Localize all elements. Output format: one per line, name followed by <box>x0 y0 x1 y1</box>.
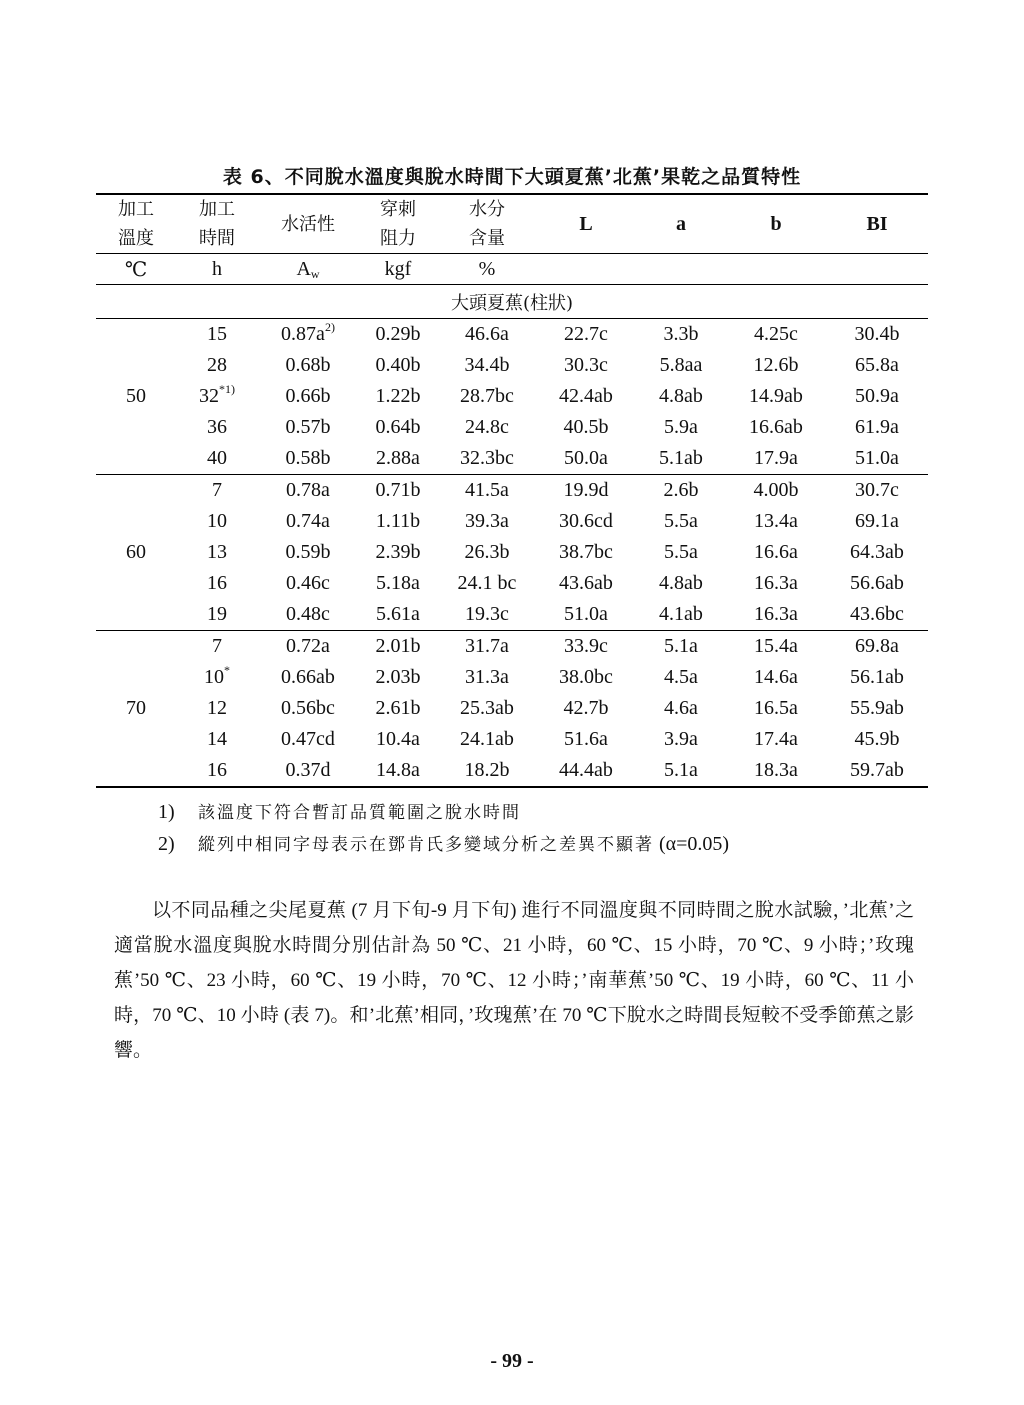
section-row <box>96 285 928 319</box>
l-cell: 43.6ab <box>559 572 613 594</box>
footnotes <box>158 796 729 860</box>
a-cell: 5.1ab <box>659 447 703 469</box>
body-paragraph: 以不同品種之尖尾夏蕉 (7 月下旬-9 月下旬) 進行不同溫度與不同時間之脫水試驗，’北蕉’之適當脫水溫度與脫水時間分別估計為 50 ℃、21 小時，60 ℃、15 小時，70 ℃、9 小時；’玫瑰蕉’50 ℃、23 小時，60 ℃、19 小時，70 ℃、12 小時；’南華蕉’50 ℃、19 小時，60 ℃、11 小時，70 ℃、10 小時 (表 7)。和’北蕉’相同，’玫瑰蕉’在 70 ℃下脫水之時間長短較不受季節蕉之影響。 <box>114 900 914 1061</box>
moisture-cell: 24.8c <box>465 416 509 438</box>
moisture-cell: 34.4b <box>464 354 510 376</box>
l-cell: 30.3c <box>564 354 608 376</box>
bi-cell: 65.8a <box>855 354 899 376</box>
l-cell: 51.6a <box>564 728 608 750</box>
time-cell: 40 <box>207 447 227 469</box>
b-cell: 17.9a <box>754 447 798 469</box>
force-cell: 0.29b <box>358 319 438 351</box>
temp-cell: 60 <box>96 475 176 631</box>
force-cell: 0.64b <box>375 416 421 438</box>
bi-cell: 55.9ab <box>850 697 904 719</box>
time-cell: 16 <box>176 755 258 787</box>
a-cell: 5.8aa <box>659 354 703 376</box>
time-cell: 16 <box>207 572 227 594</box>
moisture-cell: 24.1 bc <box>457 572 517 594</box>
table-row <box>96 537 928 568</box>
table-row <box>96 599 928 631</box>
unit-aw: $A_w$ <box>258 254 358 285</box>
b-cell: 13.4a <box>754 510 798 532</box>
l-cell: 40.5b <box>563 416 609 438</box>
time-cell: 10* <box>204 663 230 688</box>
bi-cell: 69.1a <box>855 510 899 532</box>
header-moisture: 水分 含量 <box>438 194 536 254</box>
force-cell: 2.61b <box>375 697 421 719</box>
header-puncture-force: 穿刺 阻力 <box>358 194 438 254</box>
a-cell: 2.6b <box>636 475 726 507</box>
l-cell: 50.0a <box>564 447 608 469</box>
l-cell: 51.0a <box>564 603 608 625</box>
aw-cell: $0.87a^{2)}$ <box>258 319 358 351</box>
time-cell: 13 <box>207 541 227 563</box>
bi-cell: 56.1ab <box>850 666 904 688</box>
l-cell: 22.7c <box>536 319 636 351</box>
moisture-cell: 32.3bc <box>460 447 514 469</box>
header-b: b <box>726 194 826 254</box>
l-cell: 42.4ab <box>559 385 613 407</box>
aw-cell: 0.56bc <box>281 697 335 719</box>
moisture-cell: 46.6a <box>438 319 536 351</box>
time-cell: 7 <box>176 631 258 663</box>
aw-cell: 0.72a <box>258 631 358 663</box>
l-cell: 19.9d <box>536 475 636 507</box>
force-cell: 2.39b <box>375 541 421 563</box>
header-water-activity: 水活性 <box>258 194 358 254</box>
table-row <box>96 443 928 475</box>
a-cell: 5.1a <box>636 631 726 663</box>
moisture-cell: 26.3b <box>464 541 510 563</box>
header-temp: 加工 溫度 <box>96 194 176 254</box>
table-caption: 表 6、不同脫水溫度與脫水時間下大頭夏蕉’北蕉’果乾之品質特性 <box>222 166 802 188</box>
table-row <box>96 475 928 507</box>
bi-cell: 45.9b <box>854 728 900 750</box>
b-cell: 16.3a <box>754 603 798 625</box>
b-cell: 17.4a <box>754 728 798 750</box>
force-cell: 2.88a <box>376 447 420 469</box>
aw-cell: 0.66b <box>285 385 331 407</box>
table-row <box>96 693 928 724</box>
moisture-cell: 28.7bc <box>460 385 514 407</box>
unit-time: h <box>176 254 258 285</box>
bi-cell: 61.9a <box>855 416 899 438</box>
l-cell: 33.9c <box>536 631 636 663</box>
table-row <box>96 319 928 351</box>
l-cell: 38.0bc <box>559 666 613 688</box>
header-row <box>96 194 928 254</box>
unit-force: kgf <box>358 254 438 285</box>
bi-cell: 51.0a <box>855 447 899 469</box>
a-cell: 5.5a <box>664 541 698 563</box>
a-cell: 5.1a <box>636 755 726 787</box>
aw-cell: 0.58b <box>285 447 331 469</box>
a-cell: 3.3b <box>636 319 726 351</box>
force-cell: 5.18a <box>376 572 420 594</box>
footnote-2: 2) 縱列中相同字母表示在鄧肯氏多變域分析之差異不顯著 (α=0.05) <box>158 833 730 855</box>
header-a: a <box>636 194 726 254</box>
force-cell: 14.8a <box>358 755 438 787</box>
a-cell: 5.9a <box>664 416 698 438</box>
b-cell: 16.6ab <box>749 416 803 438</box>
header-BI: BI <box>826 194 928 254</box>
aw-cell: 0.47cd <box>281 728 335 750</box>
time-cell: 12 <box>207 697 227 719</box>
b-cell: 14.6a <box>754 666 798 688</box>
b-cell: 15.4a <box>726 631 826 663</box>
units-row <box>96 254 928 285</box>
table-row <box>96 350 928 381</box>
unit-temp: ℃ <box>96 254 176 285</box>
l-cell: 42.7b <box>563 697 609 719</box>
force-cell: 1.11b <box>375 510 421 532</box>
a-cell: 4.8ab <box>659 385 703 407</box>
time-cell: 19 <box>207 603 227 625</box>
a-cell: 4.6a <box>664 697 698 719</box>
b-cell: 14.9ab <box>749 385 803 407</box>
l-cell: 38.7bc <box>559 541 613 563</box>
table-row <box>96 568 928 599</box>
aw-cell: 0.57b <box>285 416 331 438</box>
aw-cell: 0.48c <box>286 603 330 625</box>
footnote-1: 1) 該溫度下符合暫訂品質範圍之脫水時間 <box>158 801 521 823</box>
table-row <box>96 506 928 537</box>
moisture-cell: 18.2b <box>438 755 536 787</box>
b-cell: 16.6a <box>754 541 798 563</box>
bi-cell: 30.7c <box>826 475 928 507</box>
moisture-cell: 19.3c <box>465 603 509 625</box>
bi-cell: 50.9a <box>855 385 899 407</box>
unit-moisture: % <box>438 254 536 285</box>
table-row <box>96 631 928 663</box>
b-cell: 18.3a <box>726 755 826 787</box>
moisture-cell: 41.5a <box>438 475 536 507</box>
force-cell: 2.01b <box>358 631 438 663</box>
time-cell: 14 <box>207 728 227 750</box>
b-cell: 16.5a <box>754 697 798 719</box>
time-cell: 10 <box>207 510 227 532</box>
moisture-cell: 39.3a <box>465 510 509 532</box>
aw-cell: 0.59b <box>285 541 331 563</box>
b-cell: 4.25c <box>726 319 826 351</box>
force-cell: 2.03b <box>375 666 421 688</box>
b-cell: 12.6b <box>753 354 799 376</box>
aw-cell: 0.68b <box>285 354 331 376</box>
table-row <box>96 755 928 787</box>
table-row <box>96 724 928 755</box>
time-cell: 32$^{*1)}$ <box>199 382 235 407</box>
page-number: - 99 - <box>490 1350 534 1372</box>
time-cell: 15 <box>176 319 258 351</box>
aw-cell: 0.78a <box>258 475 358 507</box>
moisture-cell: 25.3ab <box>460 697 514 719</box>
moisture-cell: 31.3a <box>465 666 509 688</box>
time-cell: 7 <box>176 475 258 507</box>
force-cell: 1.22b <box>375 385 421 407</box>
aw-cell: 0.37d <box>258 755 358 787</box>
force-cell: 0.40b <box>375 354 421 376</box>
table-row <box>96 381 928 412</box>
header-time: 加工 時間 <box>176 194 258 254</box>
moisture-cell: 31.7a <box>438 631 536 663</box>
section-title: 大頭夏蕉(柱狀) <box>96 285 928 319</box>
table-row <box>96 662 928 693</box>
l-cell: 44.4ab <box>536 755 636 787</box>
b-cell: 16.3a <box>754 572 798 594</box>
bi-cell: 30.4b <box>826 319 928 351</box>
l-cell: 30.6cd <box>559 510 613 532</box>
time-cell: 28 <box>207 354 227 376</box>
force-cell: 5.61a <box>376 603 420 625</box>
force-cell: 0.71b <box>358 475 438 507</box>
aw-cell: 0.74a <box>286 510 330 532</box>
header-L: L <box>536 194 636 254</box>
quality-table <box>96 193 928 788</box>
aw-cell: 0.46c <box>286 572 330 594</box>
bi-cell: 69.8a <box>826 631 928 663</box>
force-cell: 10.4a <box>376 728 420 750</box>
b-cell: 4.00b <box>726 475 826 507</box>
a-cell: 4.5a <box>664 666 698 688</box>
bi-cell: 56.6ab <box>850 572 904 594</box>
moisture-cell: 24.1ab <box>460 728 514 750</box>
temp-cell: 70 <box>96 631 176 788</box>
temp-cell: 50 <box>96 319 176 475</box>
a-cell: 3.9a <box>664 728 698 750</box>
a-cell: 4.1ab <box>659 603 703 625</box>
a-cell: 4.8ab <box>659 572 703 594</box>
bi-cell: 43.6bc <box>850 603 904 625</box>
table-row <box>96 412 928 443</box>
bi-cell: 59.7ab <box>826 755 928 787</box>
aw-cell: 0.66ab <box>281 666 335 688</box>
time-cell: 36 <box>207 416 227 438</box>
a-cell: 5.5a <box>664 510 698 532</box>
bi-cell: 64.3ab <box>850 541 904 563</box>
